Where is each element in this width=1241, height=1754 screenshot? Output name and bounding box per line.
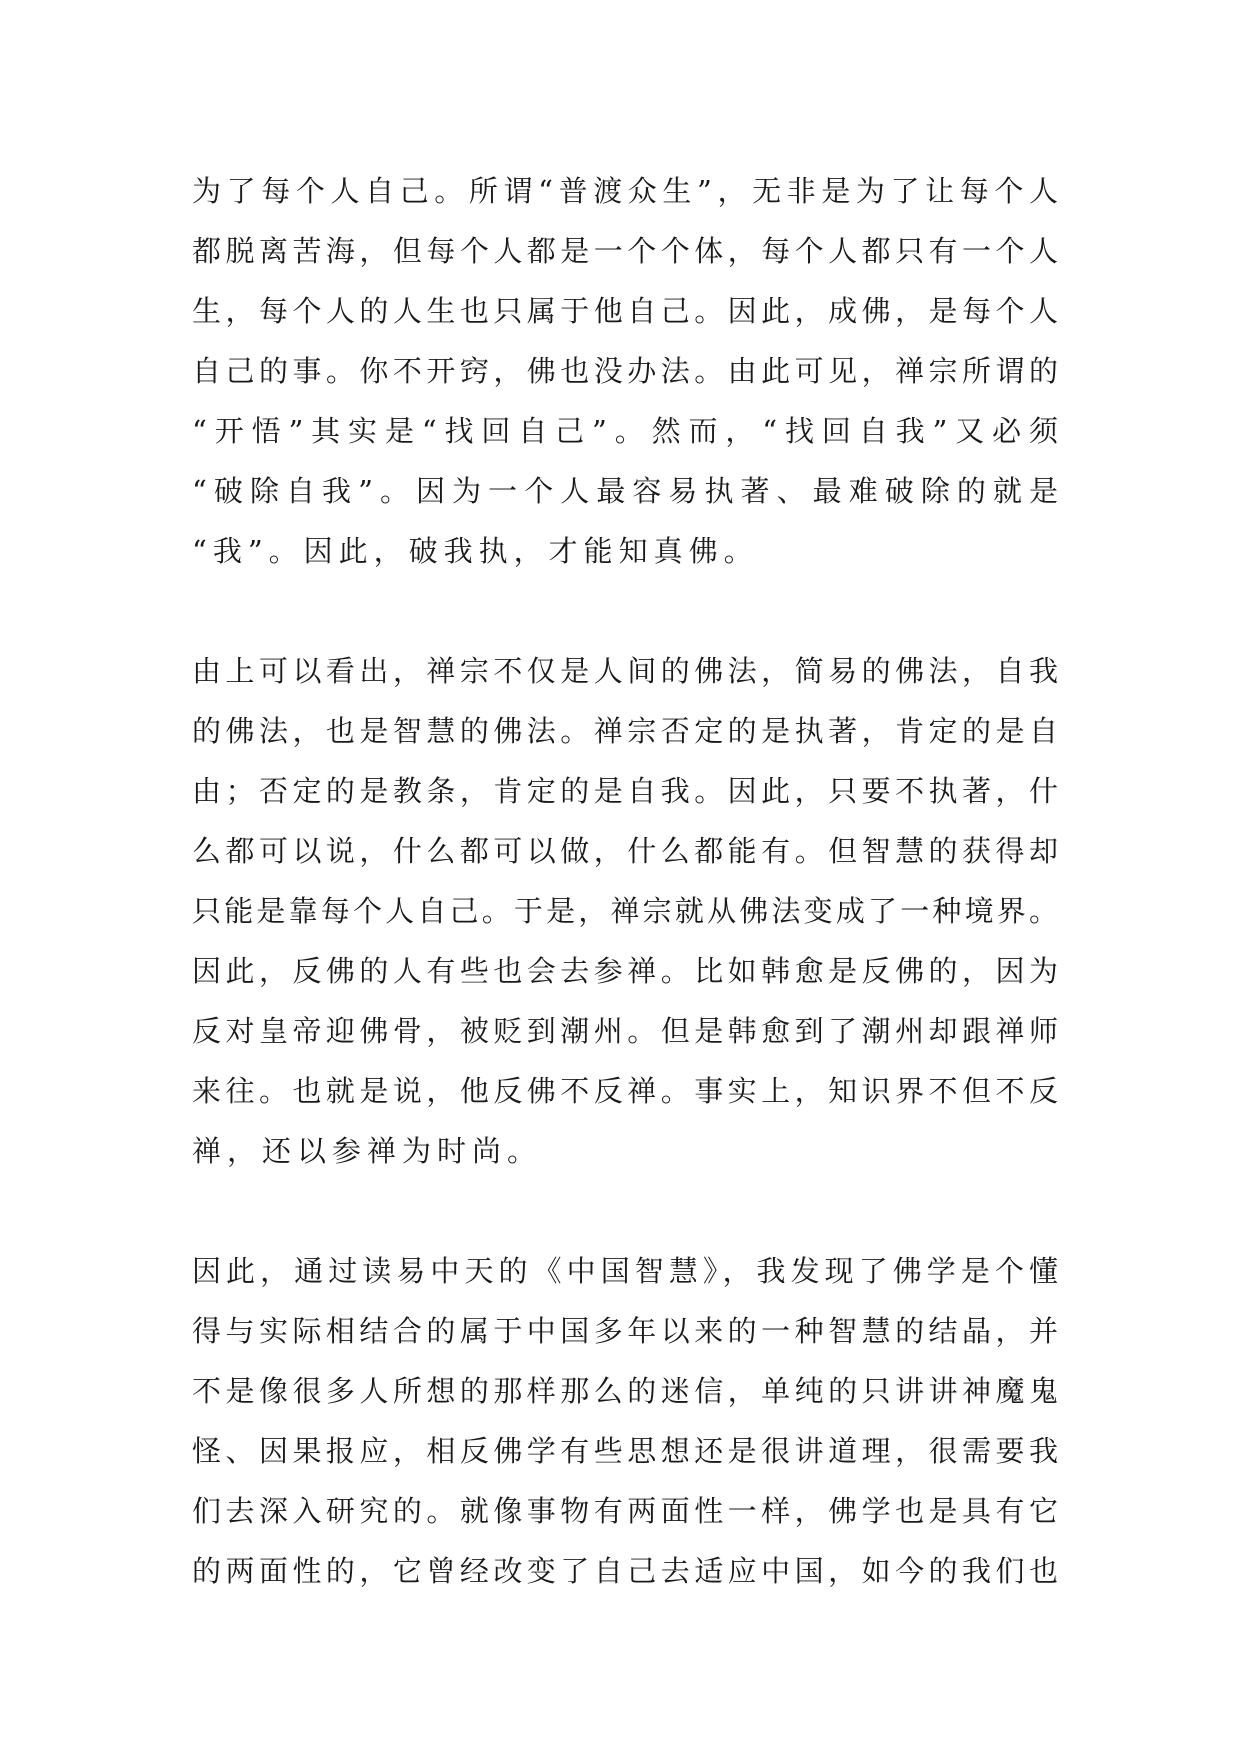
text-line: 反对皇帝迎佛骨，被贬到潮州。但是韩愈到了潮州却跟禅师	[192, 1014, 1058, 1048]
paragraph-1	[192, 161, 1058, 581]
text-line: 怪、因果报应，相反佛学有些思想还是很讲道理，很需要我	[192, 1434, 1058, 1468]
text-line: 由；否定的是教条，肯定的是自我。因此，只要不执著，什	[192, 774, 1058, 808]
text-line: 么都可以说，什么都可以做，什么都能有。但智慧的获得却	[192, 834, 1058, 868]
text-line: 为了每个人自己。所谓“普渡众生”，无非是为了让每个人	[192, 174, 1058, 208]
text-line: “破除自我”。因为一个人最容易执著、最难破除的就是	[192, 474, 1058, 508]
text-line: 自己的事。你不开窍，佛也没办法。由此可见，禅宗所谓的	[192, 354, 1058, 388]
text-line: “我”。因此，破我执，才能知真佛。	[192, 534, 759, 568]
text-line: 都脱离苦海，但每个人都是一个个体，每个人都只有一个人	[192, 234, 1058, 268]
text-line: 们去深入研究的。就像事物有两面性一样，佛学也是具有它	[192, 1494, 1058, 1528]
body-text	[192, 161, 1058, 1601]
text-line: 只能是靠每个人自己。于是，禅宗就从佛法变成了一种境界。	[192, 894, 1058, 928]
text-line: 因此，反佛的人有些也会去参禅。比如韩愈是反佛的，因为	[192, 954, 1058, 988]
text-line: “开悟”其实是“找回自己”。然而，“找回自我”又必须	[192, 414, 1058, 448]
text-line: 由上可以看出，禅宗不仅是人间的佛法，简易的佛法，自我	[192, 654, 1058, 688]
text-line: 来往。也就是说，他反佛不反禅。事实上，知识界不但不反	[192, 1074, 1058, 1108]
paragraph-3	[192, 1241, 1058, 1601]
text-line: 的佛法，也是智慧的佛法。禅宗否定的是执著，肯定的是自	[192, 714, 1058, 748]
text-line: 生，每个人的人生也只属于他自己。因此，成佛，是每个人	[192, 294, 1058, 328]
text-line: 禅，还以参禅为时尚。	[192, 1134, 543, 1168]
paragraph-2	[192, 641, 1058, 1181]
text-line: 的两面性的，它曾经改变了自己去适应中国，如今的我们也	[192, 1554, 1058, 1588]
text-line: 因此，通过读易中天的《中国智慧》，我发现了佛学是个懂	[192, 1254, 1058, 1288]
text-line: 得与实际相结合的属于中国多年以来的一种智慧的结晶，并	[192, 1314, 1058, 1348]
text-line: 不是像很多人所想的那样那么的迷信，单纯的只讲讲神魔鬼	[192, 1374, 1058, 1408]
